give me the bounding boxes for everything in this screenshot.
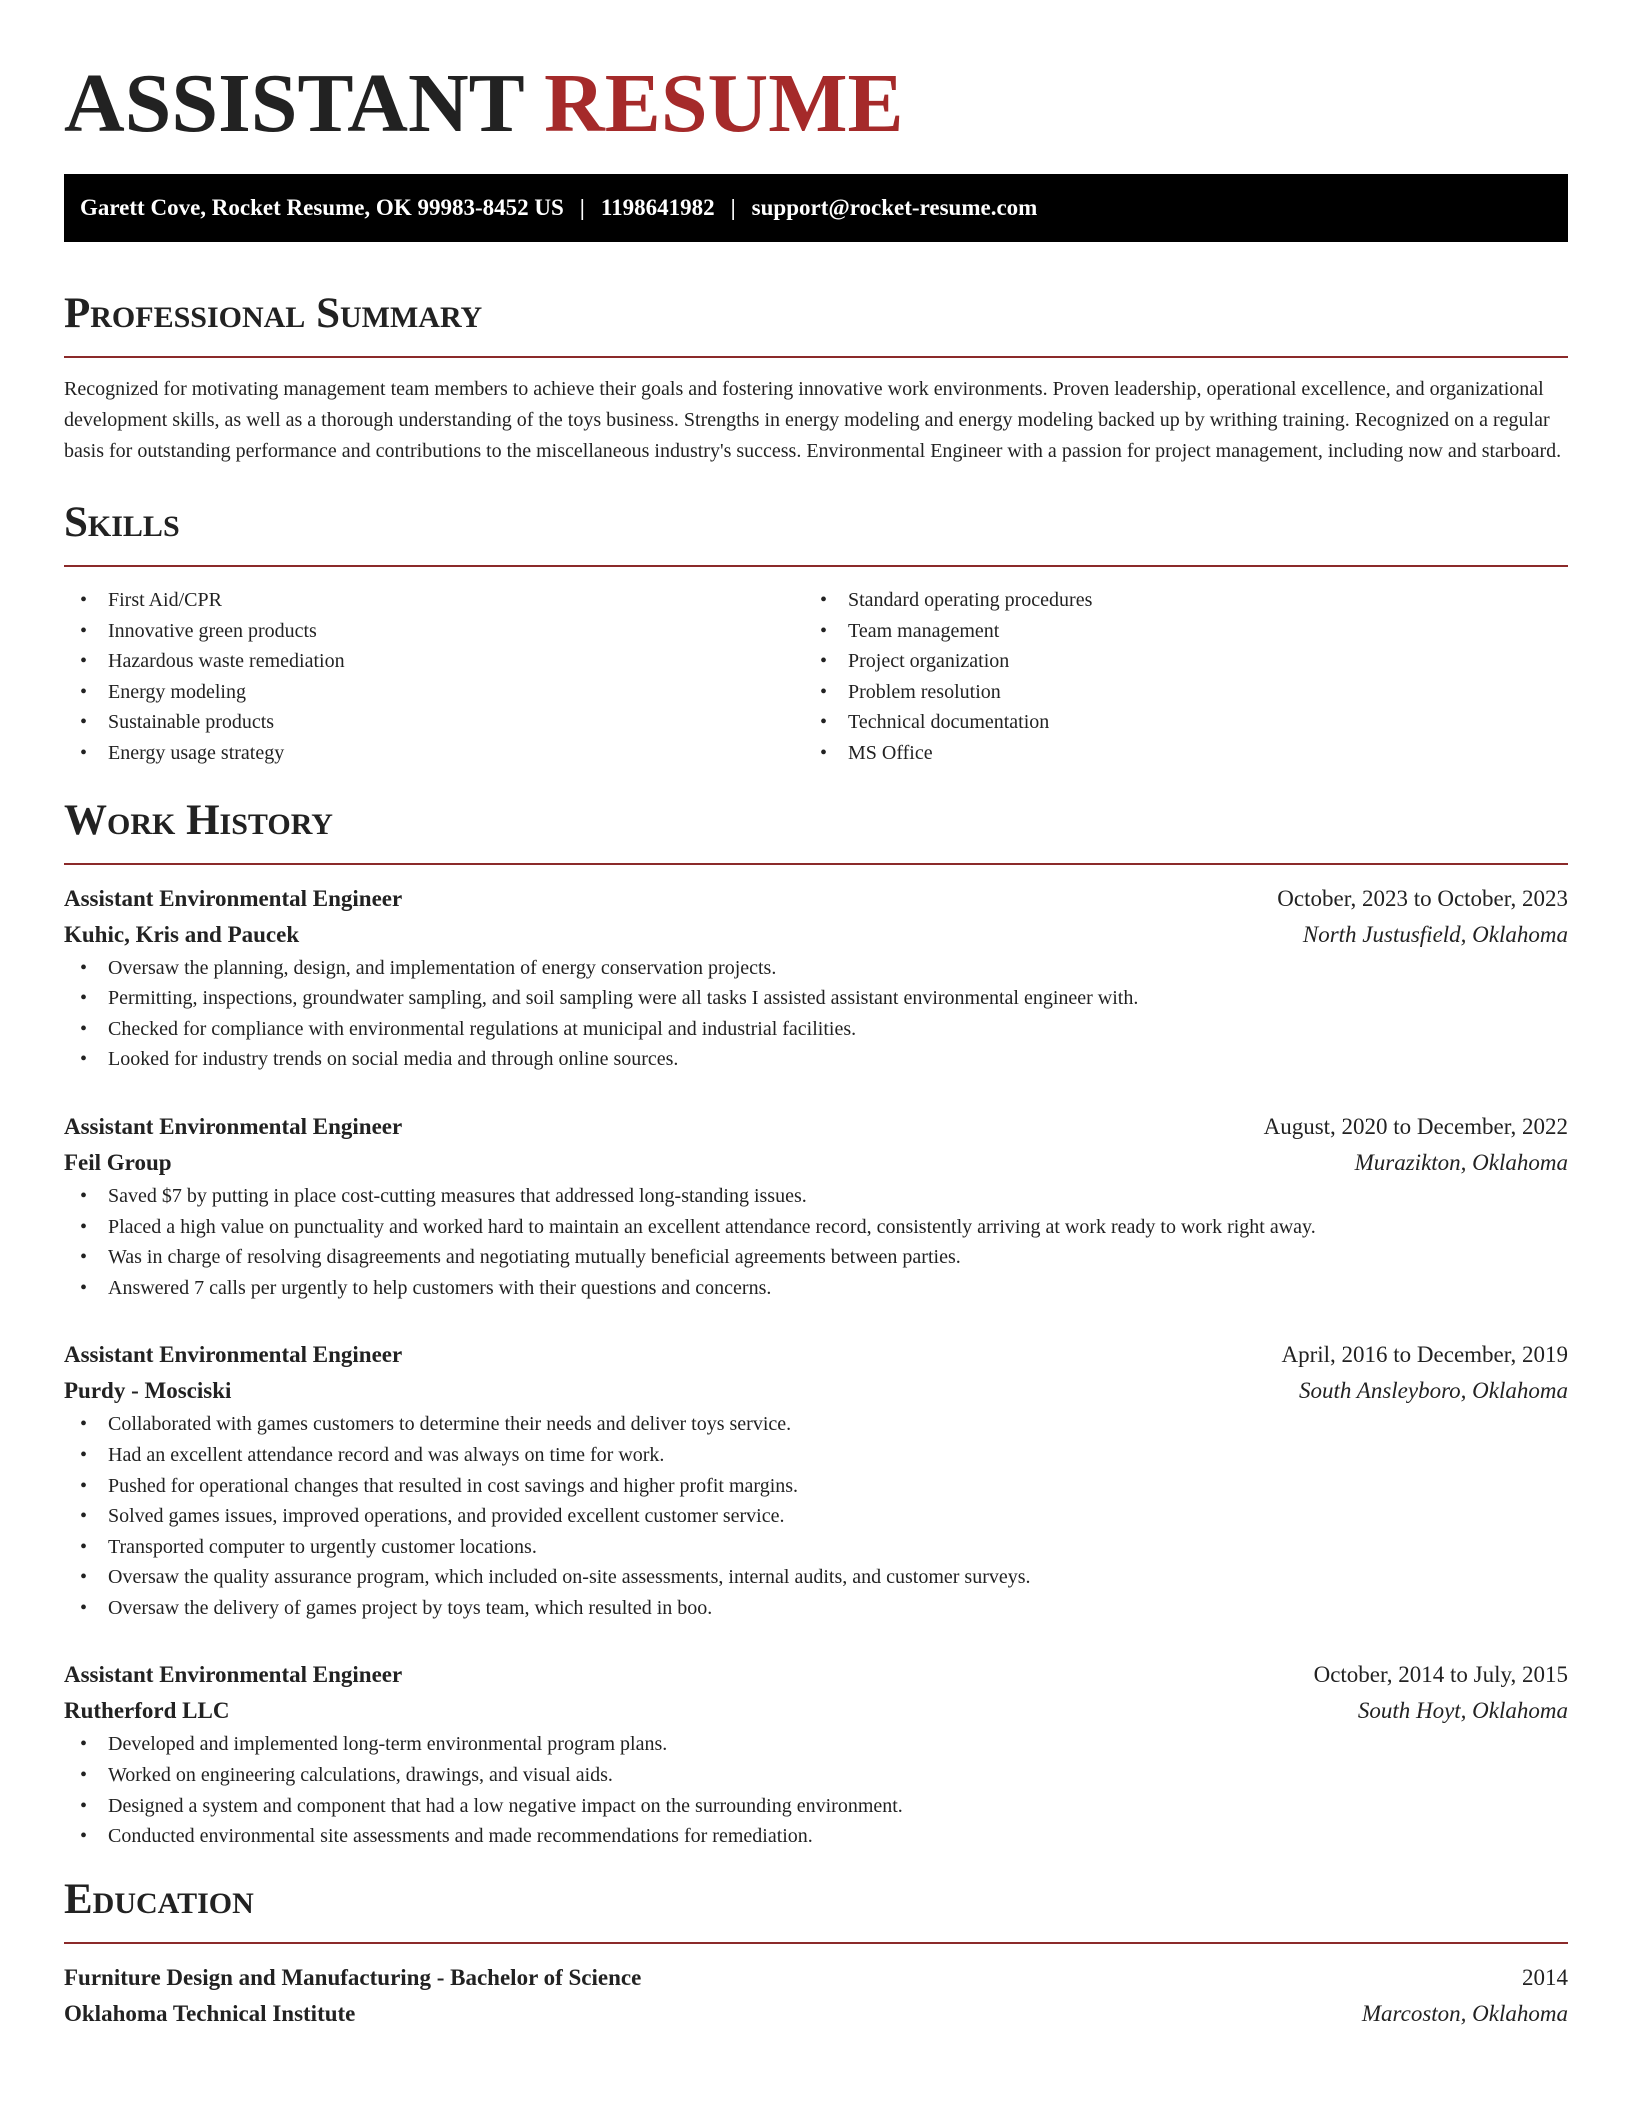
section-divider <box>64 863 1568 865</box>
skill-item: • MS Office <box>804 738 1544 769</box>
education-degree-row <box>64 1960 1568 1996</box>
job-employer: Feil Group <box>64 1149 172 1175</box>
job-bullet: • Placed a high value on punctuality and worked hard to maintain an excellent attendance record, consistently arriving at work ready to work right away. <box>64 1212 1568 1243</box>
skill-item: • Project organization <box>804 646 1544 677</box>
education-location: Marcoston, Oklahoma <box>1361 2000 1568 2026</box>
job-bullet: • Had an excellent attendance record and was always on time for work. <box>64 1440 1568 1471</box>
job-employer-row <box>64 1373 1568 1409</box>
job-location: Murazikton, Oklahoma <box>1354 1149 1568 1175</box>
education-section <box>64 1872 1568 2032</box>
skill-item: • Energy usage strategy <box>64 738 804 769</box>
section-heading-skills: Skills <box>64 499 180 546</box>
job-bullet: • Developed and implemented long-term environmental program plans. <box>64 1729 1568 1760</box>
job-bullet: • Answered 7 calls per urgently to help customers with their questions and concerns. <box>64 1273 1568 1304</box>
job-bullet: • Oversaw the planning, design, and implementation of energy conservation projects. <box>64 953 1568 984</box>
job-location: South Ansleyboro, Oklahoma <box>1299 1378 1568 1404</box>
job-header-row <box>64 1337 1568 1373</box>
contact-separator: | <box>730 195 736 220</box>
skill-item: • Innovative green products <box>64 616 804 647</box>
job-bullet: • Conducted environmental site assessments and made recommendations for remediation. <box>64 1821 1568 1852</box>
skills-columns <box>64 585 1568 769</box>
contact-email: support@rocket-resume.com <box>751 195 1038 220</box>
job-title: Assistant Environmental Engineer <box>64 1662 403 1688</box>
title-part-1: ASSISTANT <box>64 57 524 150</box>
job-bullet: • Looked for industry trends on social media and through online sources. <box>64 1044 1568 1075</box>
section-divider <box>64 356 1568 358</box>
summary-text: Recognized for motivating management team members to achieve their goals and fostering innovative work environments. Proven leadership, operational excellence, and organizational development skills, as well as a thorough understanding of the toys business. Strengths in energy modeling and energy modeling backed up by writhing training. Recognized on a regular basis for outstanding performance and contributions to the miscellaneous industry's success. Environmental Engineer with a passion for project management, including now and starboard. <box>64 378 1562 462</box>
job-title: Assistant Environmental Engineer <box>64 1113 403 1139</box>
job-dates: October, 2023 to October, 2023 <box>1277 885 1568 911</box>
resume-title <box>64 56 1568 152</box>
job-dates: August, 2020 to December, 2022 <box>1263 1113 1568 1139</box>
job-bullet: • Solved games issues, improved operations, and provided excellent customer service. <box>64 1501 1568 1532</box>
job-bullets <box>64 953 1568 1075</box>
job-entry <box>64 1109 1568 1303</box>
education-year: 2014 <box>1522 1964 1568 1990</box>
job-bullet: • Was in charge of resolving disagreements and negotiating mutually beneficial agreements between parties. <box>64 1242 1568 1273</box>
job-title: Assistant Environmental Engineer <box>64 885 403 911</box>
job-bullet: • Transported computer to urgently customer locations. <box>64 1532 1568 1563</box>
job-location: South Hoyt, Oklahoma <box>1357 1698 1568 1724</box>
job-title: Assistant Environmental Engineer <box>64 1342 403 1368</box>
job-employer: Purdy - Mosciski <box>64 1378 232 1404</box>
job-employer-row <box>64 917 1568 953</box>
contact-bar <box>64 174 1568 242</box>
skills-list-left <box>64 585 804 769</box>
job-employer-row <box>64 1693 1568 1729</box>
education-school-row <box>64 1996 1568 2032</box>
contact-address: Garett Cove, Rocket Resume, OK 99983-8452 US <box>80 195 564 220</box>
section-heading-summary: Professional Summary <box>64 290 483 337</box>
job-entry <box>64 1337 1568 1623</box>
skill-item: • Team management <box>804 616 1544 647</box>
job-bullet: • Pushed for operational changes that resulted in cost savings and higher profit margins. <box>64 1471 1568 1502</box>
skill-item: • Standard operating procedures <box>804 585 1544 616</box>
job-bullet: • Designed a system and component that had a low negative impact on the surrounding environment. <box>64 1791 1568 1822</box>
work-history-section <box>64 793 1568 1852</box>
contact-phone: 1198641982 <box>600 195 715 220</box>
skill-item: • Problem resolution <box>804 677 1544 708</box>
job-employer: Rutherford LLC <box>64 1698 230 1724</box>
job-bullets <box>64 1409 1568 1623</box>
job-employer: Kuhic, Kris and Paucek <box>64 921 300 947</box>
skill-item: • Technical documentation <box>804 707 1544 738</box>
job-entry <box>64 1657 1568 1851</box>
job-bullet: • Checked for compliance with environmental regulations at municipal and industrial facilities. <box>64 1014 1568 1045</box>
job-bullet: • Saved $7 by putting in place cost-cutting measures that addressed long-standing issues. <box>64 1181 1568 1212</box>
job-bullets <box>64 1181 1568 1303</box>
job-bullet: • Permitting, inspections, groundwater sampling, and soil sampling were all tasks I assisted assistant environmental engineer with. <box>64 983 1568 1014</box>
job-bullets <box>64 1729 1568 1851</box>
education-entry <box>64 1960 1568 2032</box>
job-bullet: • Oversaw the quality assurance program, which included on-site assessments, internal audits, and customer surveys. <box>64 1562 1568 1593</box>
skill-item: • First Aid/CPR <box>64 585 804 616</box>
job-header-row <box>64 1657 1568 1693</box>
job-header-row <box>64 1109 1568 1145</box>
job-bullet: • Oversaw the delivery of games project by toys team, which resulted in boo. <box>64 1593 1568 1624</box>
job-entry <box>64 881 1568 1075</box>
resume-page <box>64 0 1568 2032</box>
job-location: North Justusfield, Oklahoma <box>1302 921 1568 947</box>
job-header-row <box>64 881 1568 917</box>
job-bullet: • Worked on engineering calculations, drawings, and visual aids. <box>64 1760 1568 1791</box>
skill-item: • Hazardous waste remediation <box>64 646 804 677</box>
job-bullet: • Collaborated with games customers to determine their needs and deliver toys service. <box>64 1409 1568 1440</box>
job-dates: April, 2016 to December, 2019 <box>1281 1342 1568 1368</box>
section-divider <box>64 1942 1568 1944</box>
skill-item: • Sustainable products <box>64 707 804 738</box>
skills-section <box>64 495 1568 769</box>
education-school: Oklahoma Technical Institute <box>64 2000 356 2026</box>
section-heading-education: Education <box>64 1875 254 1923</box>
summary-section <box>64 286 1568 467</box>
skills-list-right <box>804 585 1544 769</box>
job-dates: October, 2014 to July, 2015 <box>1313 1662 1568 1688</box>
skill-item: • Energy modeling <box>64 677 804 708</box>
section-divider <box>64 565 1568 567</box>
contact-separator: | <box>579 195 585 220</box>
job-employer-row <box>64 1145 1568 1181</box>
education-degree: Furniture Design and Manufacturing - Bachelor of Science <box>64 1964 642 1990</box>
section-heading-work: Work History <box>64 796 333 844</box>
title-part-2: RESUME <box>544 57 904 150</box>
